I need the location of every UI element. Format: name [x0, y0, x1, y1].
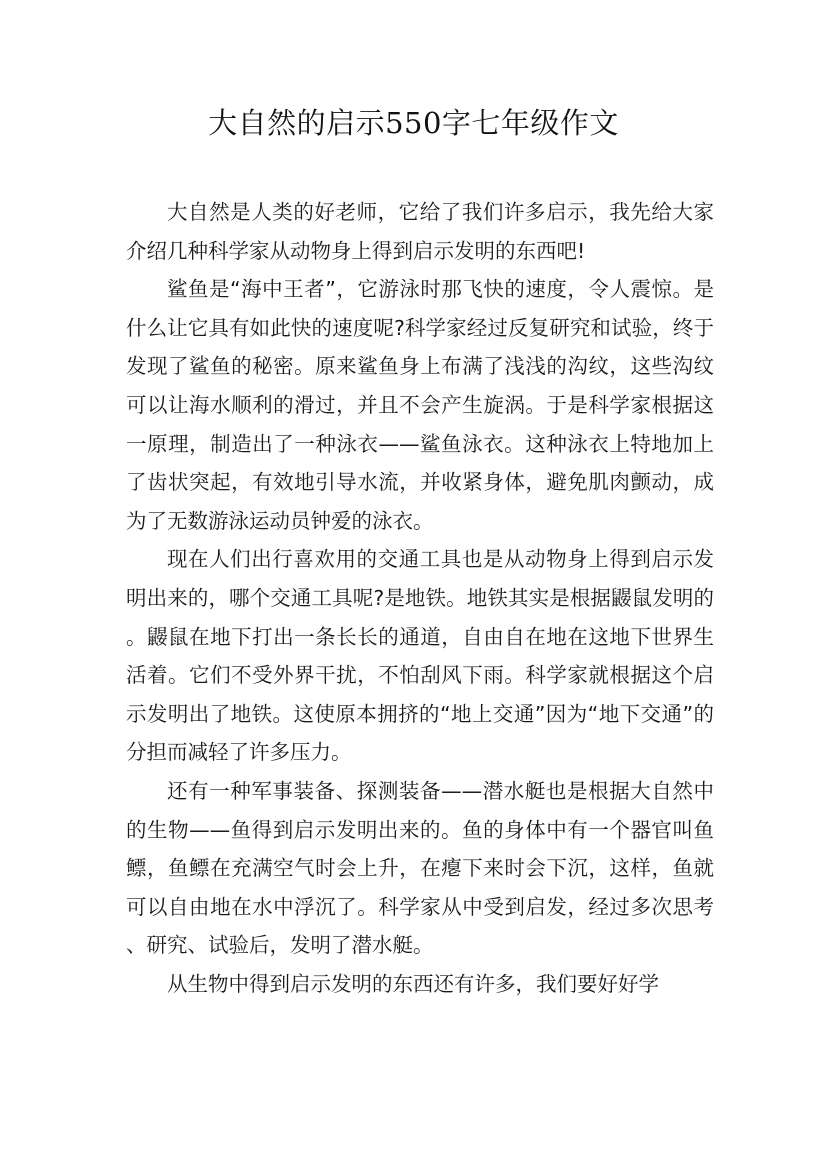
paragraph-2: 鲨鱼是“海中王者”，它游泳时那飞快的速度，令人震惊。是什么让它具有如此快的速度呢?科学家经过反复研究和试验，终于发现了鲨鱼的秘密。原来鲨鱼身上布满了浅浅的沟纹，这些沟纹可以让海水顺利的滑过，并且不会产生旋涡。于是科学家根据这一原理，制造出了一种泳衣——鲨鱼泳衣。这种泳衣上特地加上了齿状突起，有效地引导水流，并收紧身体，避免肌肉颤动，成为了无数游泳运动员钟爱的泳衣。 [126, 277, 714, 533]
paragraph-3: 现在人们出行喜欢用的交通工具也是从动物身上得到启示发明出来的，哪个交通工具呢?是地铁。地铁其实是根据鼹鼠发明的。鼹鼠在地下打出一条长长的通道，自由自在地在这地下世界生活着。它们不受外界干扰，不怕刮风下雨。科学家就根据这个启示发明出了地铁。这使原本拥挤的“地上交通”因为“地下交通”的分担而减轻了许多压力。 [126, 547, 714, 765]
document-body [126, 193, 714, 1003]
paragraph-4: 还有一种军事装备、探测装备——潜水艇也是根据大自然中的生物——鱼得到启示发明出来的。鱼的身体中有一个器官叫鱼鳔，鱼鳔在充满空气时会上升，在瘪下来时会下沉，这样，鱼就可以自由地在水中浮沉了。科学家从中受到启发，经过多次思考、研究、试验后，发明了潜水艇。 [126, 778, 714, 958]
paragraph-1: 大自然是人类的好老师，它给了我们许多启示，我先给大家介绍几种科学家从动物身上得到启示发明的东西吧! [126, 200, 714, 263]
paragraph-5: 从生物中得到启示发明的东西还有许多，我们要好好学 [167, 971, 659, 996]
document-title: 大自然的启示550字七年级作文 [208, 106, 619, 140]
